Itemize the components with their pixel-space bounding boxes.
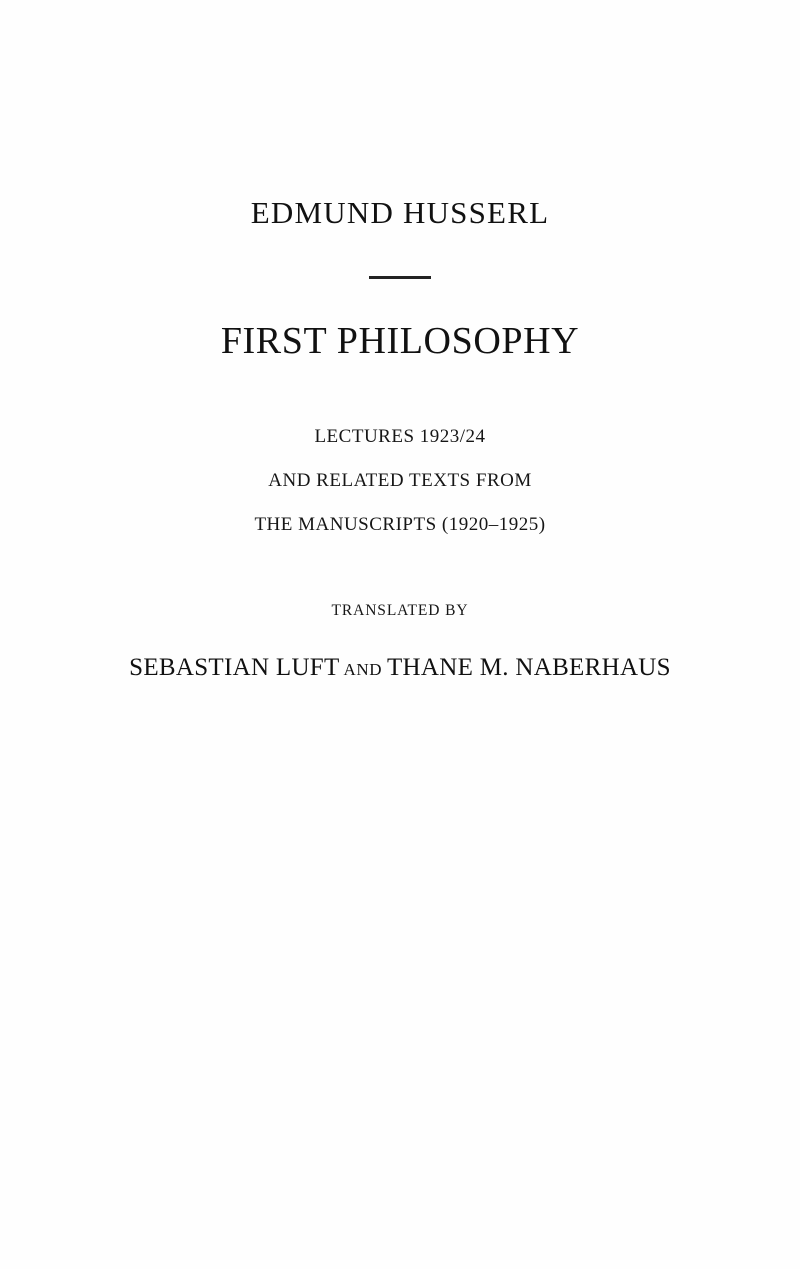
horizontal-rule-divider <box>369 276 431 279</box>
translator-one: SEBASTIAN LUFT <box>129 653 340 681</box>
translator-names <box>0 654 800 683</box>
subtitle-line-1: LECTURES 1923/24 <box>314 425 486 447</box>
title-block <box>0 196 800 683</box>
book-title: FIRST PHILOSOPHY <box>220 320 580 363</box>
author-name: EDMUND HUSSERL <box>250 195 550 230</box>
translated-by-label: TRANSLATED BY <box>331 601 469 619</box>
subtitle-group <box>0 427 800 534</box>
subtitle-line-3: THE MANUSCRIPTS (1920–1925) <box>254 513 546 535</box>
translator-two: THANE M. NABERHAUS <box>386 653 671 681</box>
subtitle-line-2: AND RELATED TEXTS FROM <box>268 469 532 491</box>
translator-conjunction: AND <box>339 659 387 679</box>
